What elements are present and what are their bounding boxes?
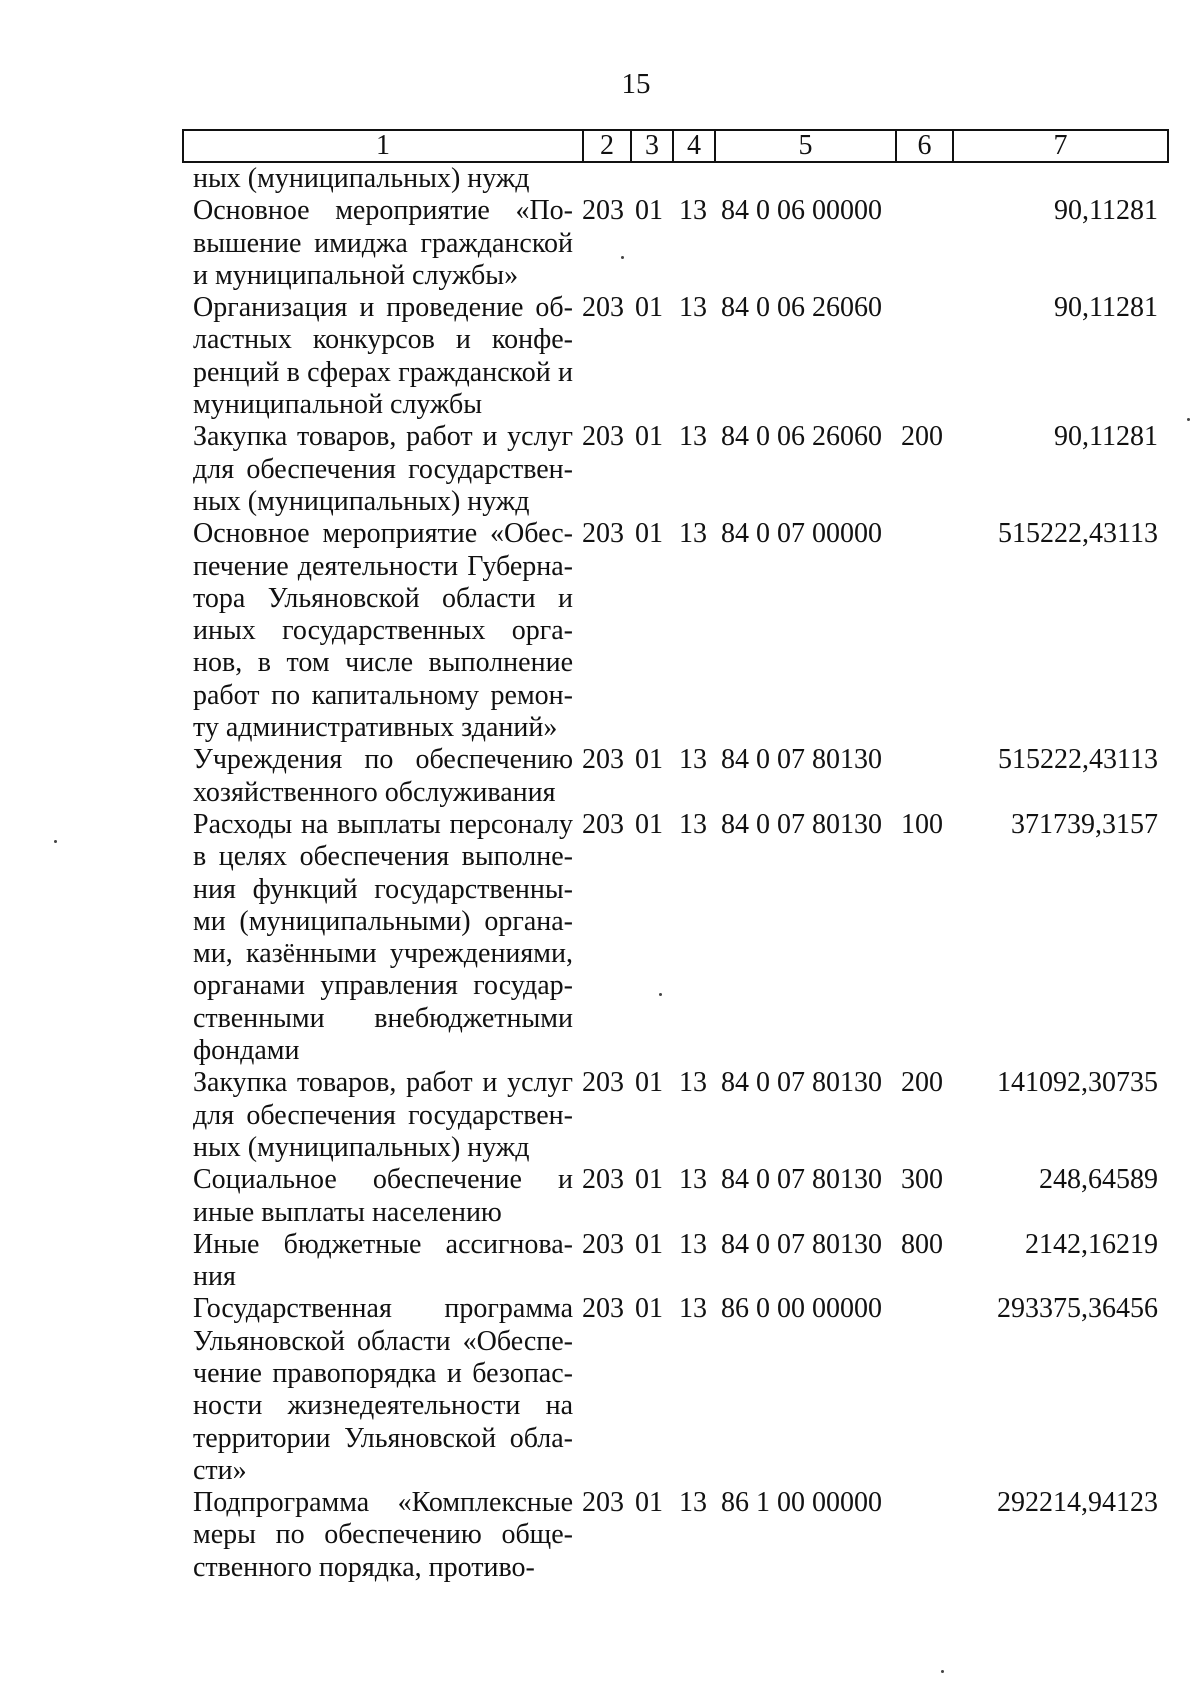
table-body <box>193 163 1183 1584</box>
row-c5: 84 0 07 80130 <box>721 808 882 840</box>
row-c4: 13 <box>679 1487 707 1519</box>
table-row <box>193 1229 1183 1294</box>
row-c5: 84 0 06 26060 <box>721 421 882 453</box>
row-c7: 515222,43113 <box>998 744 1158 776</box>
row-codes <box>573 518 1166 550</box>
row-name <box>193 163 573 195</box>
table-header <box>182 129 1169 163</box>
row-c6 <box>901 744 961 776</box>
row-c2: 203 <box>582 518 624 550</box>
row-name-line: ния функций государственны- <box>193 873 573 905</box>
row-c2: 203 <box>582 1067 624 1099</box>
row-name-line: вышение имиджа гражданской <box>193 227 573 259</box>
table-row <box>193 195 1183 292</box>
row-c6 <box>901 1293 961 1325</box>
row-c3: 01 <box>635 1067 663 1099</box>
row-name-line: в целях обеспечения выполне- <box>193 841 573 873</box>
row-name-line: Социальное обеспечение и <box>193 1164 573 1196</box>
row-name-line: нов, в том числе выполнение <box>193 647 573 679</box>
row-c6: 200 <box>901 421 943 453</box>
row-c5: 84 0 07 80130 <box>721 744 882 776</box>
row-c3: 01 <box>635 744 663 776</box>
row-c6: 300 <box>901 1164 943 1196</box>
row-name <box>193 1487 573 1584</box>
row-c7: 2142,16219 <box>1025 1228 1158 1260</box>
row-name-line: ных (муниципальных) нужд <box>193 1131 530 1163</box>
row-codes <box>573 1229 1166 1261</box>
row-c2: 203 <box>582 1487 624 1519</box>
row-name-line: сти» <box>193 1454 247 1486</box>
row-c2: 203 <box>582 292 624 324</box>
row-c2: 203 <box>582 1228 624 1260</box>
row-codes <box>573 809 1166 841</box>
table-row <box>193 744 1183 809</box>
table-row <box>193 809 1183 1067</box>
row-c7: 141092,30735 <box>997 1067 1158 1099</box>
row-name-line: печение деятельности Губерна- <box>193 550 573 582</box>
header-col-1: 1 <box>184 131 584 161</box>
row-c3: 01 <box>635 1228 663 1260</box>
scan-speck <box>1187 418 1190 421</box>
row-c2: 203 <box>582 808 624 840</box>
row-name-line: Закупка товаров, работ и услуг <box>193 1067 573 1099</box>
row-name <box>193 809 573 1067</box>
header-col-4: 4 <box>674 131 716 161</box>
row-name <box>193 195 573 292</box>
header-col-3: 3 <box>632 131 674 161</box>
row-name-line: фондами <box>193 1035 300 1067</box>
row-c4: 13 <box>679 1164 707 1196</box>
row-codes <box>573 1293 1166 1325</box>
row-name-line: ности жизнедеятельности на <box>193 1390 573 1422</box>
row-name-line: для обеспечения государствен- <box>193 1099 573 1131</box>
row-name-line: Учреждения по обеспечению <box>193 744 573 776</box>
row-codes <box>573 744 1166 776</box>
row-c3: 01 <box>635 195 663 227</box>
header-col-7: 7 <box>1053 130 1068 161</box>
row-c6: 800 <box>901 1228 943 1260</box>
row-name-line: Подпрограмма «Комплексные <box>193 1487 573 1519</box>
row-name-line: ных (муниципальных) нужд <box>193 163 530 194</box>
header-col-2: 2 <box>584 131 632 161</box>
table-row <box>193 1067 1183 1164</box>
row-c3: 01 <box>635 518 663 550</box>
row-c7: 371739,3157 <box>1011 808 1158 840</box>
row-name-line: ту административных зданий» <box>193 712 558 744</box>
row-name-line: Расходы на выплаты персоналу <box>193 808 573 840</box>
row-c5: 86 1 00 00000 <box>721 1487 882 1519</box>
row-name-line: ренций в сферах гражданской и <box>193 356 573 388</box>
row-c7: 248,64589 <box>1039 1164 1158 1196</box>
row-c3: 01 <box>635 292 663 324</box>
row-name-line: Иные бюджетные ассигнова- <box>193 1228 573 1260</box>
row-name-line: тора Ульяновской области и <box>193 582 573 614</box>
row-name-line: работ по капитальному ремон- <box>193 679 573 711</box>
row-c5: 84 0 07 80130 <box>721 1164 882 1196</box>
row-c3: 01 <box>635 808 663 840</box>
page-number: 15 <box>621 68 651 100</box>
row-c6 <box>901 518 961 550</box>
row-name-line: ми, казёнными учреждениями, <box>193 938 573 970</box>
row-codes <box>573 195 1166 227</box>
header-col-6: 6 <box>897 131 954 161</box>
row-c7: 90,11281 <box>1054 421 1158 453</box>
row-name-line: меры по обеспечению обще- <box>193 1519 573 1551</box>
row-name-line: для обеспечения государствен- <box>193 453 573 485</box>
row-c2: 203 <box>582 1164 624 1196</box>
header-col-5: 5 <box>716 131 897 161</box>
row-c7: 90,11281 <box>1054 292 1158 324</box>
table-row <box>193 292 1183 421</box>
row-name <box>193 1229 573 1294</box>
row-c6 <box>901 292 961 324</box>
row-c5: 84 0 06 00000 <box>721 195 882 227</box>
row-codes <box>573 1067 1166 1099</box>
row-name-line: ных (муниципальных) нужд <box>193 485 530 517</box>
row-name <box>193 518 573 744</box>
row-c7: 90,11281 <box>1054 195 1158 227</box>
row-codes <box>573 1487 1166 1519</box>
row-c5: 84 0 07 80130 <box>721 1228 882 1260</box>
row-name-line: иных государственных орга- <box>193 615 573 647</box>
table-row <box>193 163 1183 195</box>
row-name-line: Организация и проведение об- <box>193 292 573 324</box>
row-c4: 13 <box>679 744 707 776</box>
row-c4: 13 <box>679 421 707 453</box>
row-name-line: Ульяновской области «Обеспе- <box>193 1325 573 1357</box>
scan-speck <box>659 993 662 996</box>
row-name-line: ния <box>193 1261 236 1293</box>
row-name-line: муниципальной службы <box>193 389 483 421</box>
row-name-line: ластных конкурсов и конфе- <box>193 324 573 356</box>
row-c3: 01 <box>635 421 663 453</box>
scan-speck <box>621 256 624 259</box>
row-c4: 13 <box>679 292 707 324</box>
row-name-line: ми (муниципальными) органа- <box>193 905 573 937</box>
row-c7: 515222,43113 <box>998 518 1158 550</box>
row-name-line: Государственная программа <box>193 1293 573 1325</box>
row-name <box>193 1067 573 1164</box>
row-c4: 13 <box>679 1067 707 1099</box>
row-name <box>193 1164 573 1229</box>
row-name-line: Закупка товаров, работ и услуг <box>193 421 573 453</box>
row-c6: 200 <box>901 1067 943 1099</box>
row-name-line: органами управления государ- <box>193 970 573 1002</box>
row-c2: 203 <box>582 195 624 227</box>
row-c5: 84 0 07 80130 <box>721 1067 882 1099</box>
row-name-line: территории Ульяновской обла- <box>193 1422 573 1454</box>
row-c4: 13 <box>679 1228 707 1260</box>
row-name-line: хозяйственного обслуживания <box>193 776 556 808</box>
row-c2: 203 <box>582 1293 624 1325</box>
row-c2: 203 <box>582 421 624 453</box>
table-row <box>193 421 1183 518</box>
row-name-line: ственными внебюджетными <box>193 1002 573 1034</box>
table-row <box>193 518 1183 744</box>
scan-speck <box>941 1670 944 1673</box>
row-name-line: ственного порядка, противо- <box>193 1551 535 1583</box>
row-c6 <box>901 195 961 227</box>
row-c3: 01 <box>635 1164 663 1196</box>
row-codes <box>573 1164 1166 1196</box>
row-c5: 84 0 06 26060 <box>721 292 882 324</box>
row-c4: 13 <box>679 1293 707 1325</box>
row-name <box>193 292 573 421</box>
table-row <box>193 1487 1183 1584</box>
row-codes <box>573 292 1166 324</box>
row-codes <box>573 421 1166 453</box>
table-row <box>193 1164 1183 1229</box>
row-c5: 86 0 00 00000 <box>721 1293 882 1325</box>
row-name-line: Основное мероприятие «Обес- <box>193 518 573 550</box>
row-c6: 100 <box>901 808 943 840</box>
row-c6 <box>901 1487 961 1519</box>
row-name-line: и муниципальной службы» <box>193 259 519 291</box>
table-row <box>193 1293 1183 1487</box>
row-c4: 13 <box>679 518 707 550</box>
row-name-line: чение правопорядка и безопас- <box>193 1357 573 1389</box>
row-c2: 203 <box>582 744 624 776</box>
row-c7: 292214,94123 <box>997 1487 1158 1519</box>
row-c4: 13 <box>679 808 707 840</box>
row-c3: 01 <box>635 1487 663 1519</box>
row-c7: 293375,36456 <box>997 1293 1158 1325</box>
row-c4: 13 <box>679 195 707 227</box>
row-name <box>193 1293 573 1487</box>
row-name <box>193 744 573 809</box>
row-name-line: иные выплаты населению <box>193 1196 502 1228</box>
scan-speck <box>54 840 57 843</box>
row-c3: 01 <box>635 1293 663 1325</box>
row-name <box>193 421 573 518</box>
row-name-line: Основное мероприятие «По- <box>193 195 573 227</box>
row-c5: 84 0 07 00000 <box>721 518 882 550</box>
